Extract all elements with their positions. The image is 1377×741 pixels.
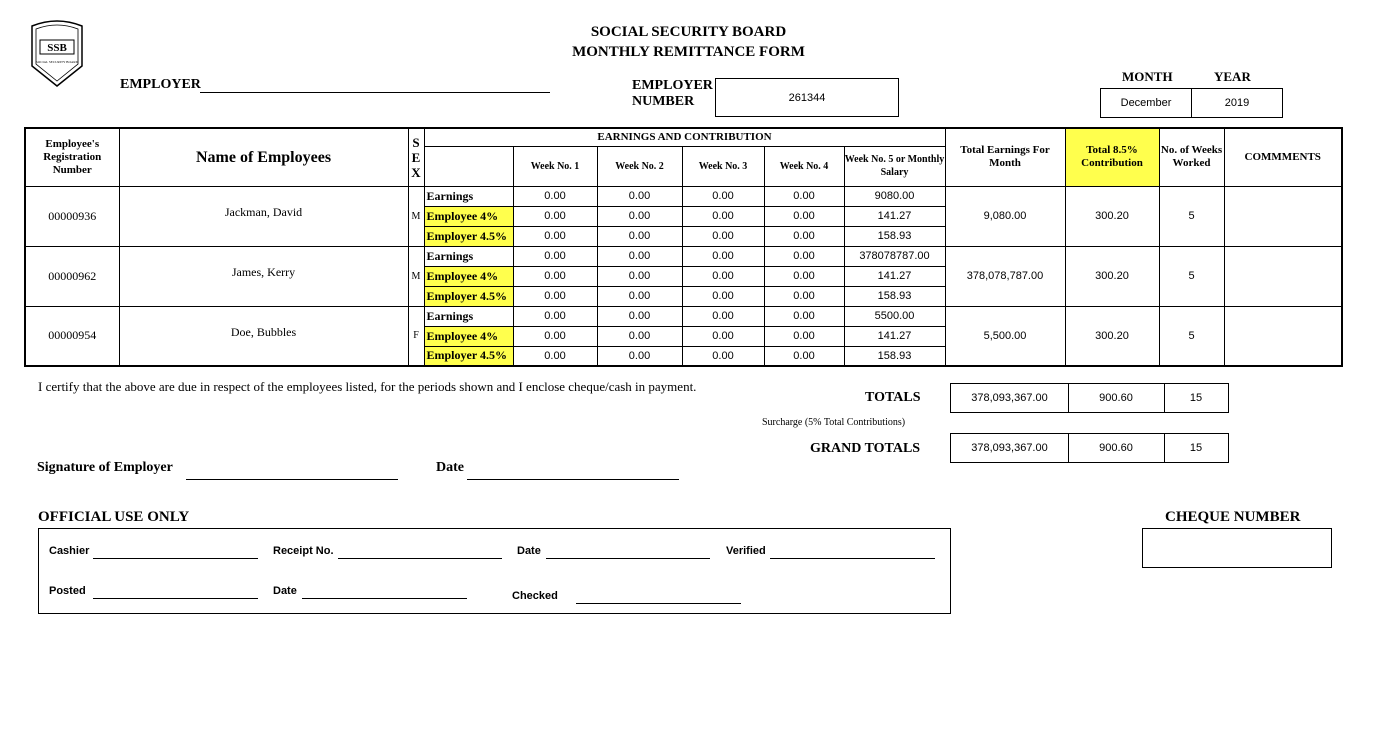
earnings-label: Earnings [424, 186, 513, 206]
totals-contribution: 900.60 [1068, 383, 1165, 413]
employer-field[interactable] [200, 92, 550, 93]
posted-label: Posted [49, 585, 86, 597]
official-use-label: OFFICIAL USE ONLY [38, 509, 190, 525]
cell: 0.00 [682, 346, 764, 366]
logo-caption: SOCIAL SECURITY BOARD [35, 60, 79, 64]
posted-field[interactable] [93, 598, 258, 599]
name-header: Name of Employees [119, 128, 408, 186]
employee-total-earnings: 9,080.00 [945, 186, 1065, 246]
cell: 0.00 [597, 186, 682, 206]
cell: 0.00 [682, 206, 764, 226]
week5-header: Week No. 5 or Monthly Salary [844, 146, 945, 186]
employee-total-contribution: 300.20 [1065, 306, 1159, 366]
cell: 0.00 [513, 226, 597, 246]
total-earnings-header: Total Earnings For Month [945, 128, 1065, 186]
cell: 0.00 [682, 226, 764, 246]
month-field[interactable]: December [1101, 89, 1192, 117]
cell: 0.00 [682, 186, 764, 206]
cell: 0.00 [513, 326, 597, 346]
cell: 0.00 [597, 346, 682, 366]
week4-header: Week No. 4 [764, 146, 844, 186]
employer-contribution-label: Employer 4.5% [424, 346, 513, 366]
cell: 0.00 [513, 246, 597, 266]
cell: 0.00 [682, 306, 764, 326]
employee-contribution-label: Employee 4% [424, 326, 513, 346]
cell: 0.00 [597, 226, 682, 246]
employer-contribution-label: Employer 4.5% [424, 286, 513, 306]
employee-reg: 00000962 [25, 246, 119, 306]
label-column-header [424, 146, 513, 186]
form-title-line2: MONTHLY REMITTANCE FORM [572, 44, 805, 60]
year-label: YEAR [1214, 69, 1251, 84]
weeks-worked-header: No. of Weeks Worked [1159, 128, 1224, 186]
cell: 0.00 [764, 226, 844, 246]
cell: 0.00 [513, 266, 597, 286]
grand-totals-contribution: 900.60 [1068, 433, 1165, 463]
employee-reg: 00000936 [25, 186, 119, 246]
employee-comments[interactable] [1224, 246, 1342, 306]
sex-header: S E X [408, 128, 424, 186]
cell: 0.00 [513, 286, 597, 306]
cell: 0.00 [764, 306, 844, 326]
certification-text: I certify that the above are due in respect of the employees listed, for the periods shown and I enclose cheque/cash in payment. [38, 379, 697, 394]
employee-total-contribution: 300.20 [1065, 186, 1159, 246]
cell: 0.00 [597, 206, 682, 226]
earnings-label: Earnings [424, 306, 513, 326]
cheque-number-label: CHEQUE NUMBER [1165, 509, 1301, 525]
verified-label: Verified [726, 545, 766, 557]
cell: 0.00 [682, 286, 764, 306]
employer-number-field[interactable]: 261344 [715, 78, 899, 117]
surcharge-label: Surcharge (5% Total Contributions) [762, 417, 906, 428]
earnings-label: Earnings [424, 246, 513, 266]
date-label: Date [517, 545, 541, 557]
cell: 0.00 [764, 206, 844, 226]
cell: 0.00 [764, 326, 844, 346]
date-label: Date [273, 585, 297, 597]
cell: 158.93 [844, 226, 945, 246]
employee-total-earnings: 5,500.00 [945, 306, 1065, 366]
grand-totals-label: GRAND TOTALS [810, 441, 921, 456]
grand-totals-earnings: 378,093,367.00 [950, 433, 1069, 463]
cell: 141.27 [844, 326, 945, 346]
employee-contribution-label: Employee 4% [424, 206, 513, 226]
employee-name: Doe, Bubbles [119, 306, 408, 366]
employee-reg: 00000954 [25, 306, 119, 366]
cell: 5500.00 [844, 306, 945, 326]
week2-header: Week No. 2 [597, 146, 682, 186]
employee-sex: M [408, 186, 424, 246]
cell: 141.27 [844, 206, 945, 226]
year-field[interactable]: 2019 [1224, 97, 1250, 109]
cell: 0.00 [764, 186, 844, 206]
totals-label: TOTALS [865, 390, 921, 405]
official-use-box [38, 528, 951, 614]
employee-weeks-worked: 5 [1159, 186, 1224, 246]
comments-header: COMMMENTS [1224, 128, 1342, 186]
signature-field[interactable] [186, 479, 398, 480]
week1-header: Week No. 1 [513, 146, 597, 186]
employee-name: Jackman, David [119, 186, 408, 246]
cell: 0.00 [597, 326, 682, 346]
employee-total-earnings: 378,078,787.00 [945, 246, 1065, 306]
total-contribution-header: Total 8.5% Contribution [1065, 128, 1159, 186]
signature-label: Signature of Employer [37, 460, 173, 475]
period-box [1100, 88, 1283, 118]
date-field[interactable] [546, 558, 710, 559]
cell: 0.00 [764, 346, 844, 366]
cell: 0.00 [597, 306, 682, 326]
cell: 378078787.00 [844, 246, 945, 266]
cell: 0.00 [513, 346, 597, 366]
employee-weeks-worked: 5 [1159, 306, 1224, 366]
employer-contribution-label: Employer 4.5% [424, 226, 513, 246]
logo-text: SSB [47, 42, 67, 54]
remittance-table [24, 127, 1343, 367]
checked-label: Checked [512, 590, 558, 602]
employee-name: James, Kerry [119, 246, 408, 306]
cell: 0.00 [764, 266, 844, 286]
cashier-field[interactable] [93, 558, 258, 559]
employee-comments[interactable] [1224, 306, 1342, 366]
totals-earnings: 378,093,367.00 [950, 383, 1069, 413]
date-field[interactable] [302, 598, 467, 599]
cheque-number-field[interactable] [1142, 528, 1332, 568]
employee-weeks-worked: 5 [1159, 246, 1224, 306]
cell: 0.00 [682, 326, 764, 346]
verified-field[interactable] [770, 558, 935, 559]
cell: 0.00 [597, 286, 682, 306]
month-label: MONTH [1122, 69, 1173, 84]
employee-sex: M [408, 246, 424, 306]
cell: 0.00 [764, 286, 844, 306]
cell: 0.00 [513, 206, 597, 226]
cell: 158.93 [844, 286, 945, 306]
receipt-field[interactable] [338, 558, 502, 559]
cell: 0.00 [764, 246, 844, 266]
reg-header: Employee's Registration Number [25, 128, 119, 186]
cell: 0.00 [682, 246, 764, 266]
cell: 9080.00 [844, 186, 945, 206]
cell: 0.00 [597, 266, 682, 286]
receipt-label: Receipt No. [273, 545, 334, 557]
form-title-line1: SOCIAL SECURITY BOARD [590, 24, 787, 40]
cell: 0.00 [597, 246, 682, 266]
earnings-contribution-header: EARNINGS AND CONTRIBUTION [424, 128, 945, 146]
totals-weeks: 15 [1164, 383, 1229, 413]
employee-contribution-label: Employee 4% [424, 266, 513, 286]
employer-number-label: EMPLOYER NUMBER [632, 78, 713, 109]
cell: 0.00 [682, 266, 764, 286]
signature-date-label: Date [436, 460, 464, 475]
cell: 0.00 [513, 306, 597, 326]
cell: 141.27 [844, 266, 945, 286]
cell: 158.93 [844, 346, 945, 366]
employee-total-contribution: 300.20 [1065, 246, 1159, 306]
signature-date-field[interactable] [467, 479, 679, 480]
checked-field[interactable] [576, 603, 741, 604]
employee-sex: F [408, 306, 424, 366]
week3-header: Week No. 3 [682, 146, 764, 186]
employee-comments[interactable] [1224, 186, 1342, 246]
cell: 0.00 [513, 186, 597, 206]
grand-totals-weeks: 15 [1164, 433, 1229, 463]
employer-label: EMPLOYER [120, 77, 201, 92]
cashier-label: Cashier [49, 545, 90, 557]
